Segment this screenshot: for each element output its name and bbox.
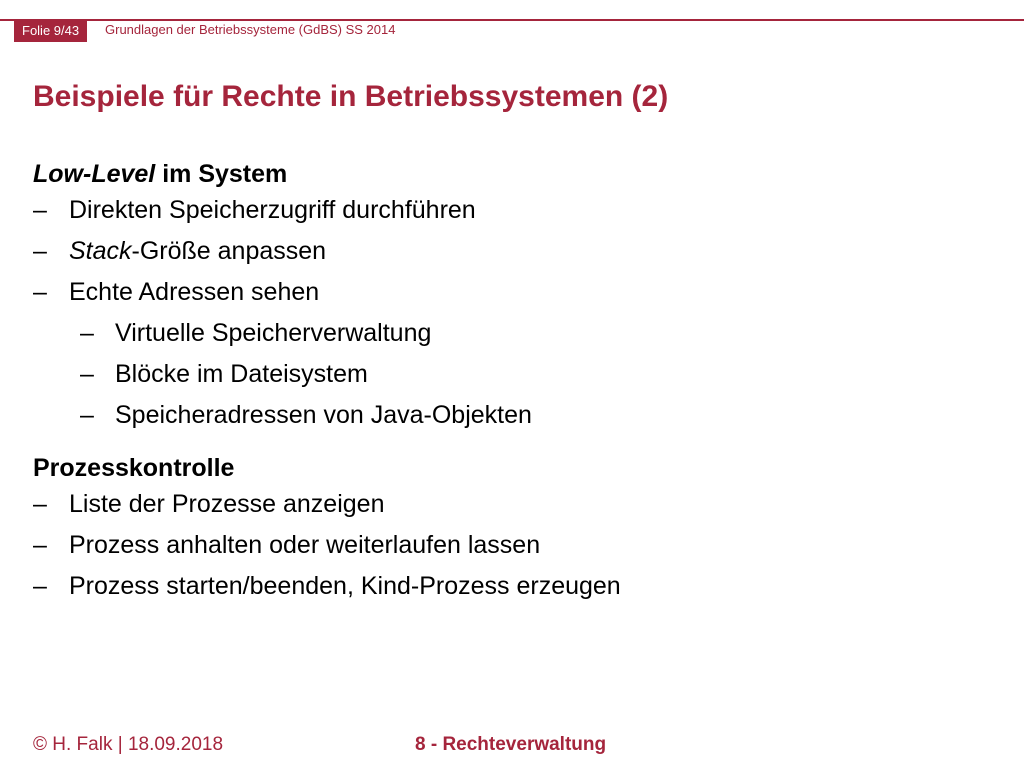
sub-list-item	[33, 313, 983, 354]
list-item-text: Blöcke im Dateisystem	[115, 360, 368, 388]
list-item	[33, 525, 983, 566]
list-item-text: Direkten Speicherzugriff durchführen	[69, 196, 476, 224]
list-item	[33, 566, 983, 607]
dash-bullet: –	[33, 196, 47, 224]
footer-author-date: © H. Falk | 18.09.2018	[33, 734, 224, 755]
list-item-text: Virtuelle Speicherverwaltung	[115, 319, 432, 347]
course-title: Grundlagen der Betriebssysteme (GdBS) SS 2014	[105, 22, 396, 37]
dash-bullet: –	[80, 360, 94, 388]
list-item	[33, 231, 983, 272]
dash-bullet: –	[33, 531, 47, 559]
section-heading-rest: im System	[155, 160, 288, 188]
list-item-italic: Stack	[69, 237, 132, 265]
section-heading	[33, 160, 983, 189]
sub-list-item	[33, 395, 983, 436]
list-item-text: Liste der Prozesse anzeigen	[69, 490, 385, 518]
footer-chapter: 8 - Rechteverwaltung	[415, 734, 607, 755]
dash-bullet: –	[33, 572, 47, 600]
list-item	[33, 272, 983, 313]
section-heading-italic: Low-Level	[33, 160, 156, 188]
dash-bullet: –	[80, 319, 94, 347]
list-item-text	[69, 231, 326, 272]
list-item-text: Prozess starten/beenden, Kind-Prozess erzeugen	[69, 572, 621, 600]
list-item-text: Echte Adressen sehen	[69, 278, 320, 306]
sub-list-item	[33, 354, 983, 395]
dash-bullet: –	[33, 278, 47, 306]
header-rule	[0, 19, 1024, 21]
slide-number-badge: Folie 9/43	[14, 20, 87, 42]
section-process-control	[33, 454, 983, 607]
page-title: Beispiele für Rechte in Betriebssystemen (2)	[33, 80, 669, 113]
dash-bullet: –	[33, 237, 47, 265]
list-item	[33, 484, 983, 525]
list-item-text: Speicheradressen von Java-Objekten	[115, 401, 532, 429]
dash-bullet: –	[33, 490, 47, 518]
section-heading: Prozesskontrolle	[33, 454, 235, 482]
dash-bullet: –	[80, 401, 94, 429]
section-low-level	[33, 160, 983, 436]
list-item-text: Prozess anhalten oder weiterlaufen lassen	[69, 531, 541, 559]
list-item	[33, 190, 983, 231]
list-item-rest: -Größe anpassen	[131, 237, 327, 265]
